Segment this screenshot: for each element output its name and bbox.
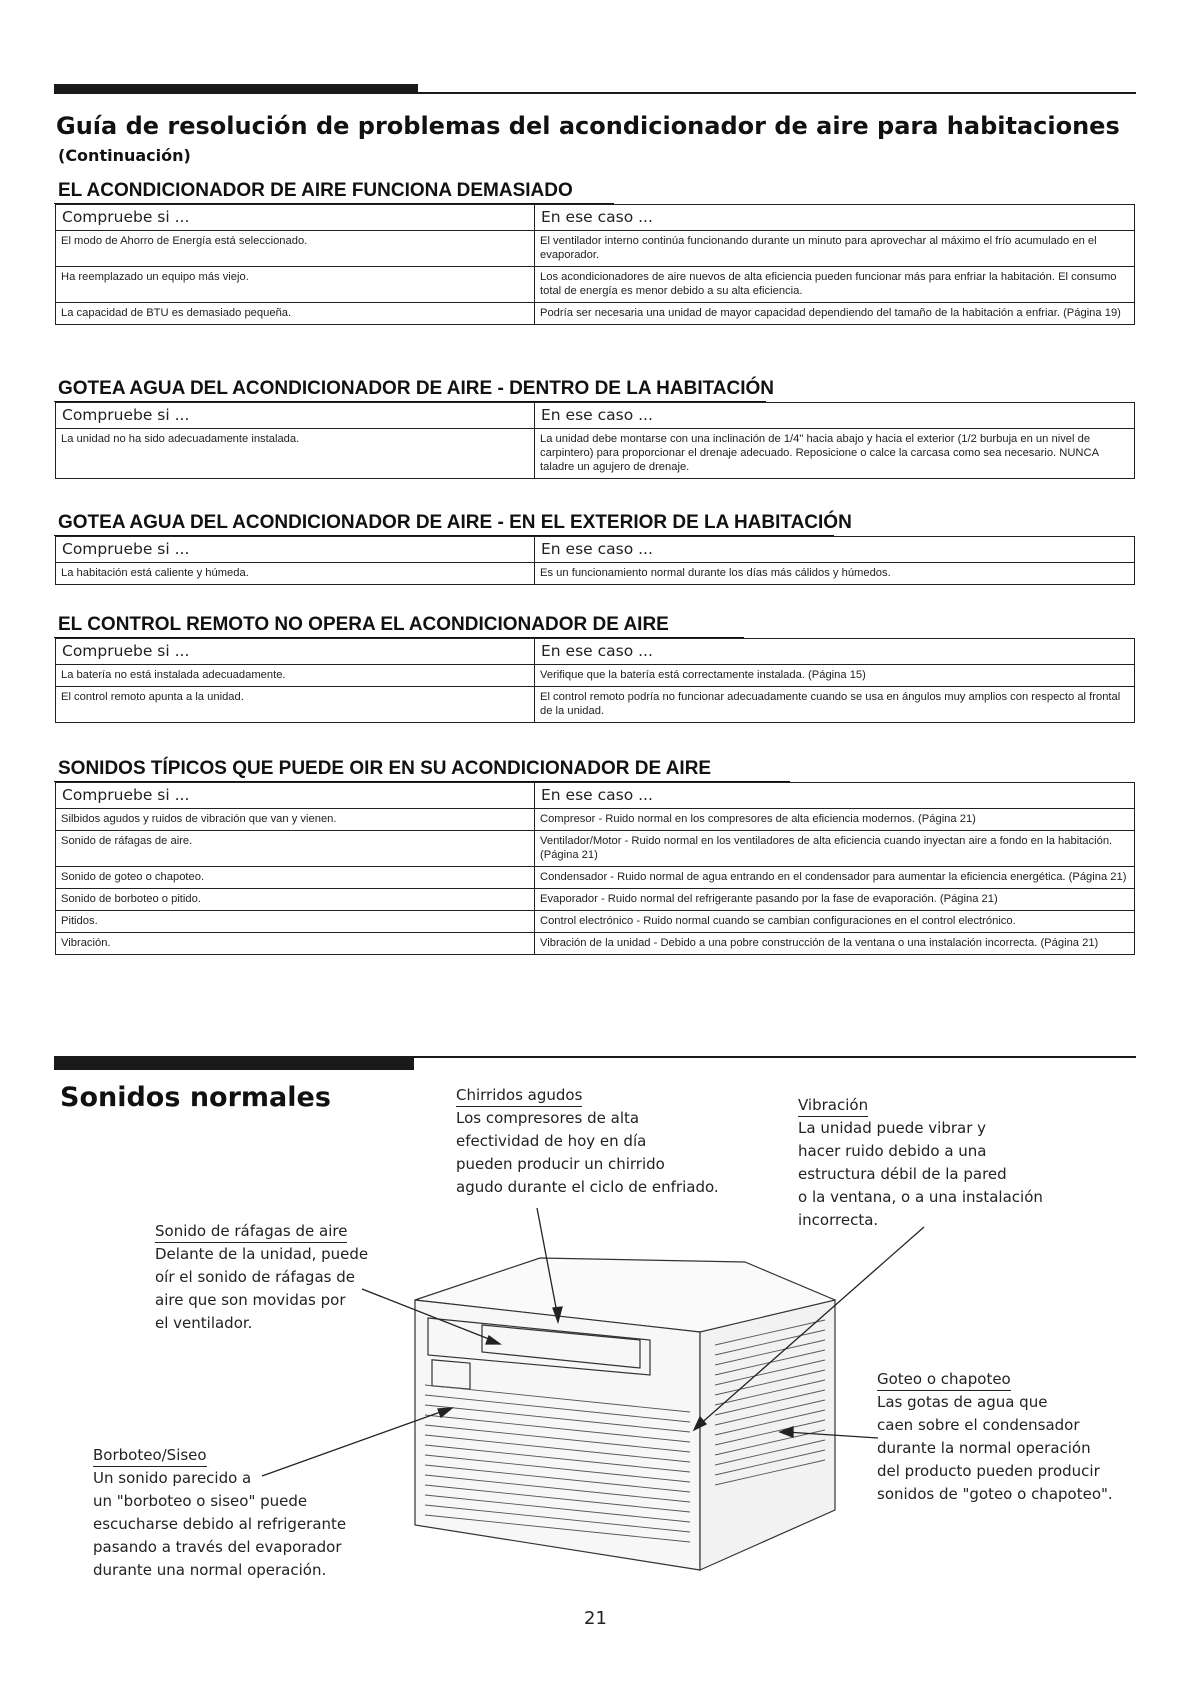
column-header-then: En ese caso ... — [535, 783, 1135, 809]
callout-vibration — [798, 1094, 1043, 1232]
check-cell: La batería no está instalada adecuadamente. — [56, 665, 535, 687]
callout-line: Los compresores de alta — [456, 1109, 640, 1127]
column-header-then: En ese caso ... — [535, 537, 1135, 563]
then-cell: Vibración de la unidad - Debido a una pobre construcción de la ventana o una instalación incorrecta. (Página 21) — [535, 933, 1135, 955]
then-cell: Control electrónico - Ruido normal cuando se cambian configuraciones en el control electrónico. — [535, 911, 1135, 933]
column-header-then: En ese caso ... — [535, 205, 1135, 231]
callout-line: Las gotas de agua que — [877, 1393, 1048, 1411]
column-header-check: Compruebe si ... — [56, 205, 535, 231]
column-header-then: En ese caso ... — [535, 403, 1135, 429]
normal-sounds-heading: Sonidos normales — [60, 1082, 331, 1113]
check-cell: Vibración. — [56, 933, 535, 955]
then-cell: Condensador - Ruido normal de agua entrando en el condensador para aumentar la eficiencia energética. (Página 21) — [535, 867, 1135, 889]
check-cell: El modo de Ahorro de Energía está seleccionado. — [56, 231, 535, 267]
callout-title: Goteo o chapoteo — [877, 1368, 1011, 1391]
callout-line: aire que son movidas por — [155, 1291, 346, 1309]
check-cell: Sonido de borboteo o pitido. — [56, 889, 535, 911]
check-cell: Ha reemplazado un equipo más viejo. — [56, 267, 535, 303]
then-cell: Verifique que la batería está correctamente instalada. (Página 15) — [535, 665, 1135, 687]
section-heading: GOTEA AGUA DEL ACONDICIONADOR DE AIRE - DENTRO DE LA HABITACIÓN — [54, 378, 766, 402]
callout-line: escucharse debido al refrigerante — [93, 1515, 347, 1533]
callout-line: un "borboteo o siseo" puede — [93, 1492, 308, 1510]
then-cell: El control remoto podría no funcionar adecuadamente cuando se usa en ángulos muy amplios con respecto al frontal de la unidad. — [535, 687, 1135, 723]
callout-gurgle-hiss — [93, 1444, 346, 1582]
callout-title: Chirridos agudos — [456, 1084, 582, 1107]
callout-line: efectividad de hoy en día — [456, 1132, 647, 1150]
check-cell: Silbidos agudos y ruidos de vibración que van y vienen. — [56, 809, 535, 831]
then-cell: Podría ser necesaria una unidad de mayor capacidad dependiendo del tamaño de la habitación a enfriar. (Página 19) — [535, 303, 1135, 325]
column-header-check: Compruebe si ... — [56, 403, 535, 429]
check-cell: La capacidad de BTU es demasiado pequeña. — [56, 303, 535, 325]
callout-line: hacer ruido debido a una — [798, 1142, 987, 1160]
callout-line: pasando a través del evaporador — [93, 1538, 342, 1556]
callout-title: Borboteo/Siseo — [93, 1444, 207, 1467]
callout-line: el ventilador. — [155, 1314, 253, 1332]
callout-title: Vibración — [798, 1094, 868, 1117]
check-cell: Sonido de goteo o chapoteo. — [56, 867, 535, 889]
callout-line: oír el sonido de ráfagas de — [155, 1268, 355, 1286]
callout-high-pitched-chirps — [456, 1084, 719, 1199]
section-heading: GOTEA AGUA DEL ACONDICIONADOR DE AIRE - EN EL EXTERIOR DE LA HABITACIÓN — [54, 512, 834, 536]
callout-line: durante una normal operación. — [93, 1561, 327, 1579]
then-cell: Ventilador/Motor - Ruido normal en los ventiladores de alta eficiencia cuando inyectan aire a fondo en la habitación. (Página 21) — [535, 831, 1135, 867]
then-cell: Evaporador - Ruido normal del refrigerante pasando por la fase de evaporación. (Página 21) — [535, 889, 1135, 911]
column-header-check: Compruebe si ... — [56, 537, 535, 563]
column-header-check: Compruebe si ... — [56, 783, 535, 809]
column-header-check: Compruebe si ... — [56, 639, 535, 665]
callout-line: Un sonido parecido a — [93, 1469, 252, 1487]
check-cell: La unidad no ha sido adecuadamente instalada. — [56, 429, 535, 479]
column-header-then: En ese caso ... — [535, 639, 1135, 665]
page-subtitle: (Continuación) — [58, 146, 191, 165]
callout-dripping — [877, 1368, 1113, 1506]
then-cell: La unidad debe montarse con una inclinación de 1/4" hacia abajo y hacia el exterior (1/2 burbuja en un nivel de carpintero) para proporcionar el drenaje adecuado. Reposicione o calce la carcasa como sea necesario. NUNCA taladre un agujero de drenaje. — [535, 429, 1135, 479]
callout-line: pueden producir un chirrido — [456, 1155, 665, 1173]
check-cell: Sonido de ráfagas de aire. — [56, 831, 535, 867]
callout-title: Sonido de ráfagas de aire — [155, 1220, 347, 1243]
check-cell: Pitidos. — [56, 911, 535, 933]
page-title: Guía de resolución de problemas del acondicionador de aire para habitaciones — [56, 112, 1120, 140]
callout-line: incorrecta. — [798, 1211, 879, 1229]
then-cell: El ventilador interno continúa funcionando durante un minuto para aprovechar al máximo el frío acumulado en el evaporador. — [535, 231, 1135, 267]
then-cell: Es un funcionamiento normal durante los días más cálidos y húmedos. — [535, 563, 1135, 585]
callout-line: sonidos de "goteo o chapoteo". — [877, 1485, 1113, 1503]
then-cell: Los acondicionadores de aire nuevos de alta eficiencia pueden funcionar más para enfriar la habitación. El consumo total de energía es menor debido a su alta eficiencia. — [535, 267, 1135, 303]
check-cell: La habitación está caliente y húmeda. — [56, 563, 535, 585]
callout-line: La unidad puede vibrar y — [798, 1119, 987, 1137]
section-heading: SONIDOS TÍPICOS QUE PUEDE OIR EN SU ACONDICIONADOR DE AIRE — [54, 758, 790, 782]
check-cell: El control remoto apunta a la unidad. — [56, 687, 535, 723]
callout-line: agudo durante el ciclo de enfriado. — [456, 1178, 719, 1196]
callout-line: Delante de la unidad, puede — [155, 1245, 369, 1263]
then-cell: Compresor - Ruido normal en los compresores de alta eficiencia modernos. (Página 21) — [535, 809, 1135, 831]
callout-line: estructura débil de la pared — [798, 1165, 1007, 1183]
section-heading: EL CONTROL REMOTO NO OPERA EL ACONDICIONADOR DE AIRE — [54, 614, 744, 638]
callout-air-rush — [155, 1220, 368, 1335]
callout-line: o la ventana, o a una instalación — [798, 1188, 1043, 1206]
page-number: 21 — [584, 1608, 607, 1629]
callout-line: caen sobre el condensador — [877, 1416, 1080, 1434]
callout-line: del producto pueden producir — [877, 1462, 1100, 1480]
callout-line: durante la normal operación — [877, 1439, 1091, 1457]
section-heading: EL ACONDICIONADOR DE AIRE FUNCIONA DEMASIADO — [54, 180, 614, 204]
